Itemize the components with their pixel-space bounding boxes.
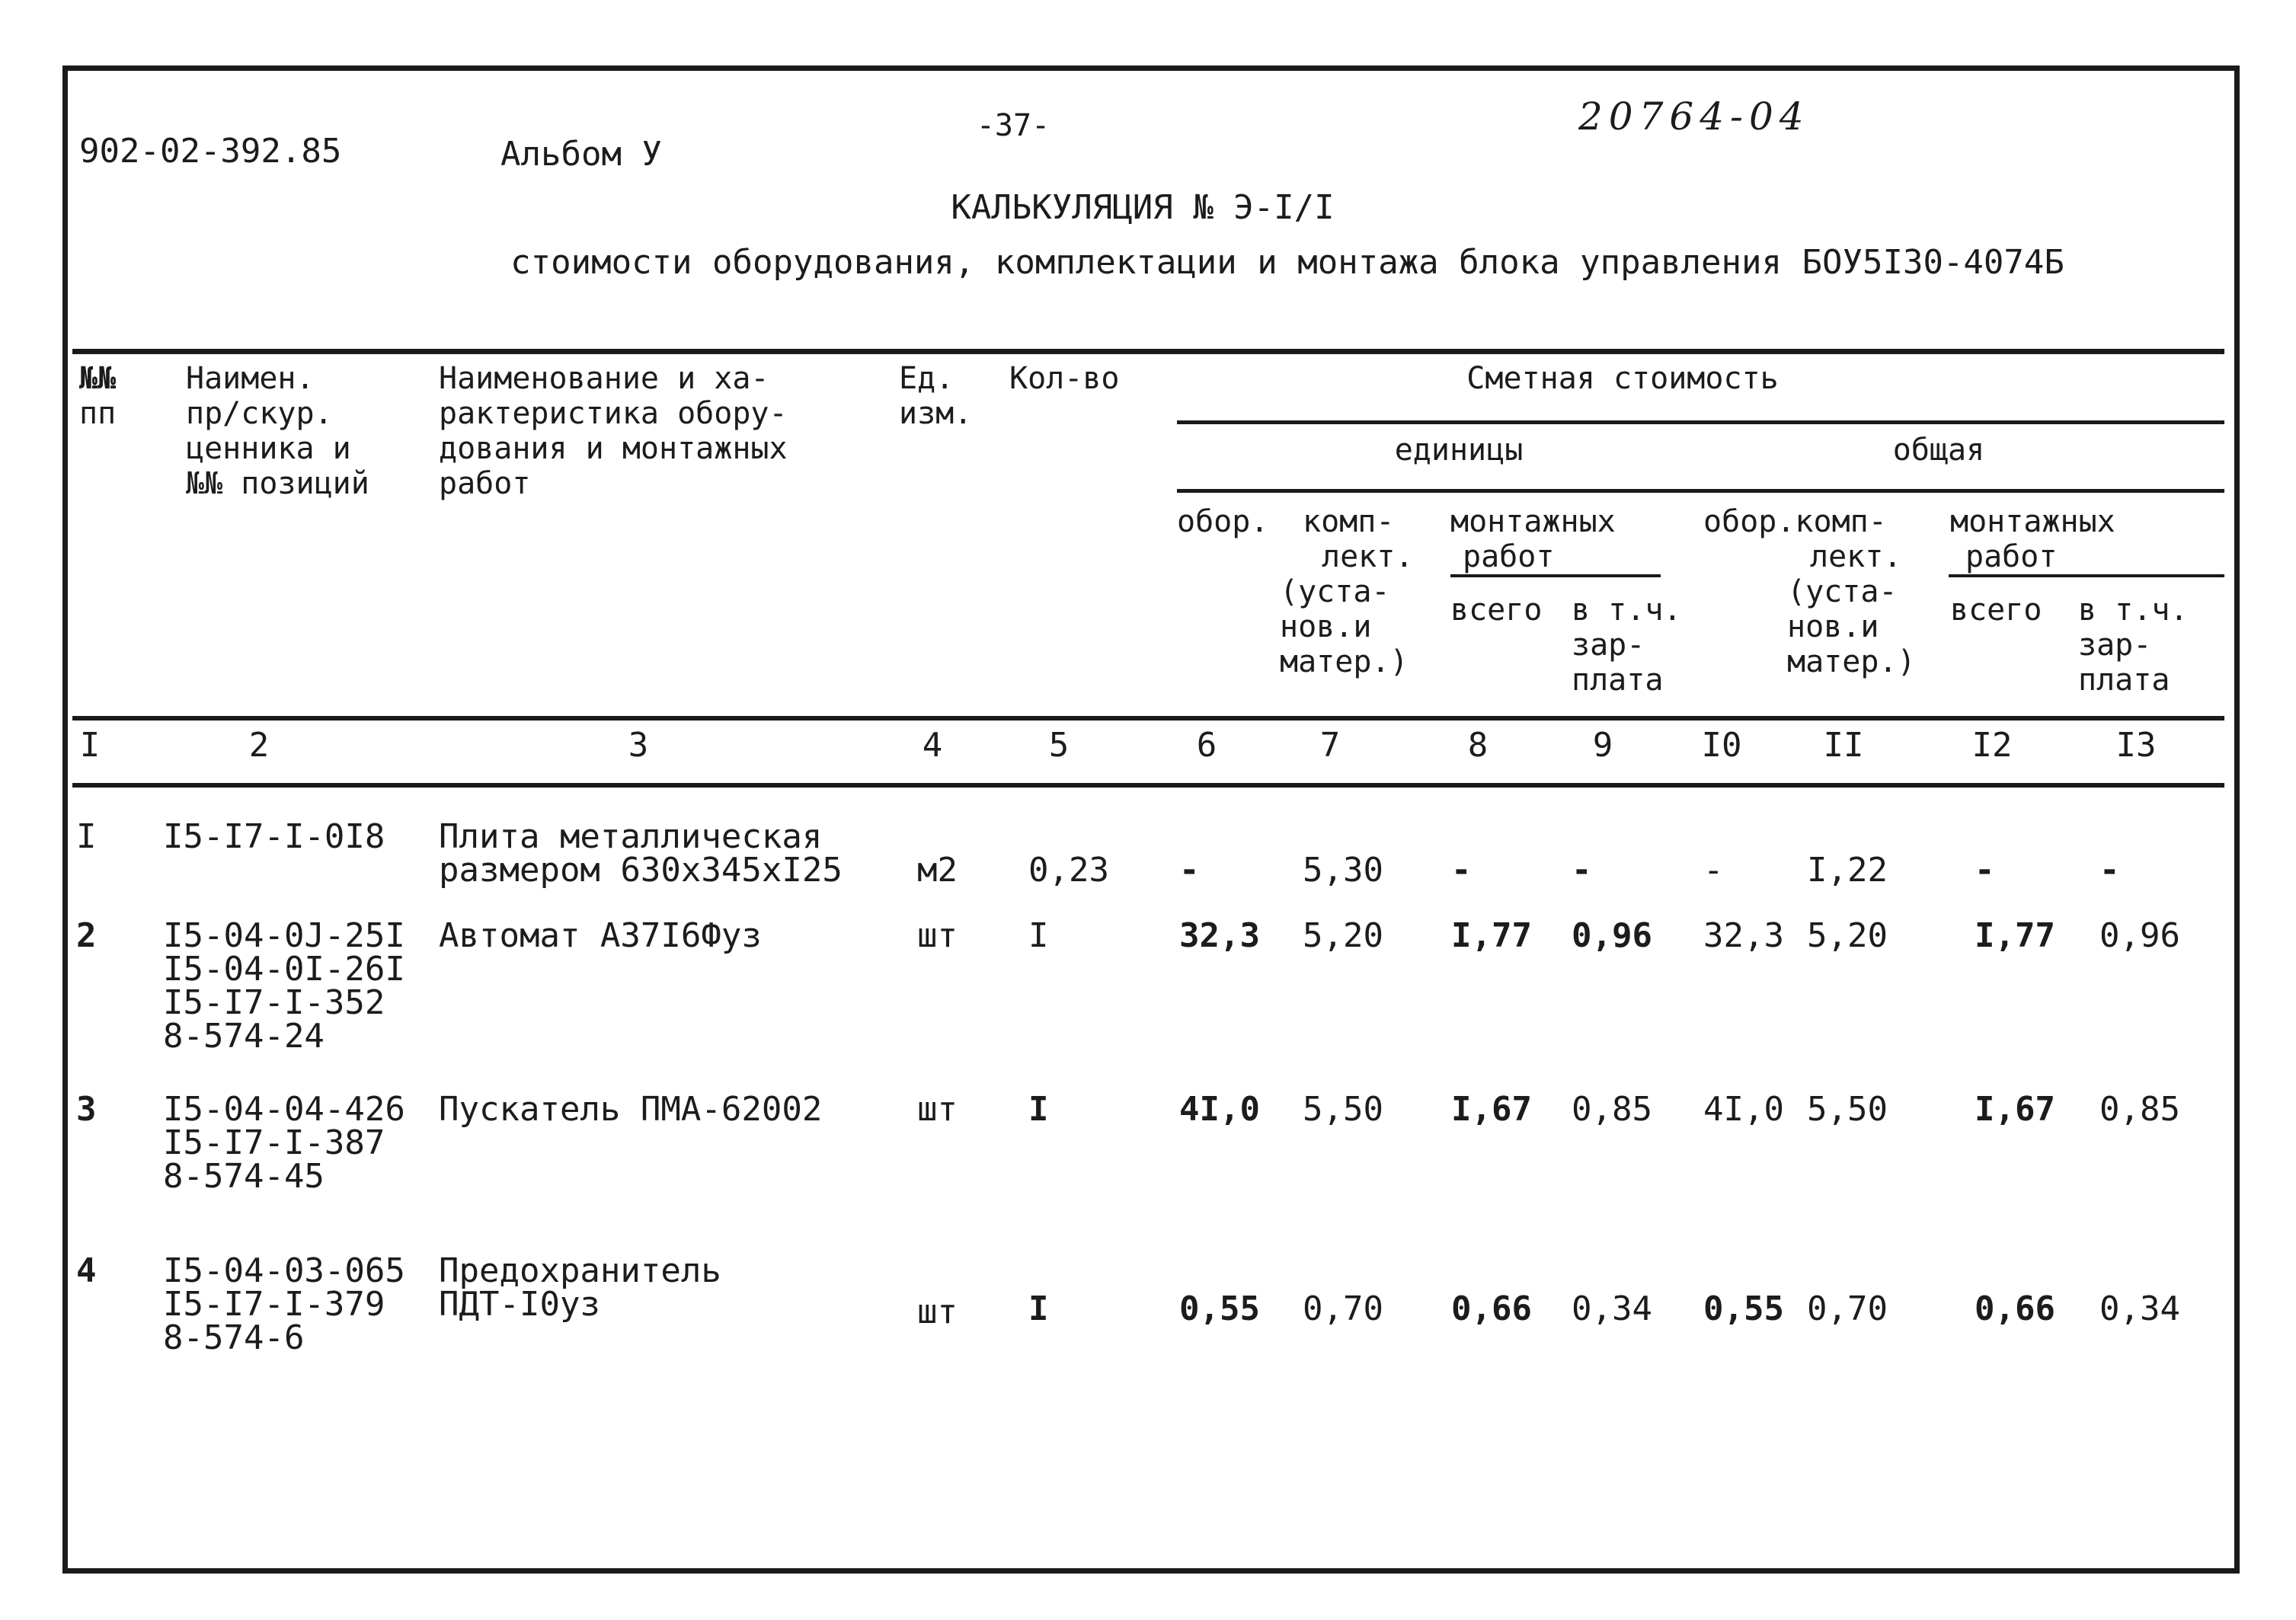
subgroup-rule bbox=[1177, 489, 2224, 493]
row-number: 4 bbox=[76, 1251, 97, 1290]
column-number: 8 bbox=[1467, 726, 1489, 765]
row-qty: 0,23 bbox=[1028, 851, 1109, 890]
row-code: I5-I7-I-379 bbox=[163, 1285, 385, 1324]
row-name: ПДТ-I0уз bbox=[439, 1285, 600, 1324]
row-value: 32,3 bbox=[1179, 916, 1260, 955]
row-value: 5,50 bbox=[1807, 1090, 1888, 1129]
row-name: Пускатель ПМА-62002 bbox=[439, 1090, 823, 1129]
column-number: 7 bbox=[1319, 726, 1341, 765]
row-code: I5-04-03-065 bbox=[163, 1251, 405, 1290]
column-number: 6 bbox=[1196, 726, 1217, 765]
row-value: 4I,0 bbox=[1703, 1090, 1784, 1129]
row-qty: I bbox=[1028, 1289, 1049, 1328]
row-value: 0,96 bbox=[2099, 916, 2180, 955]
row-qty: I bbox=[1028, 1090, 1049, 1129]
row-value: 0,85 bbox=[1572, 1090, 1652, 1129]
row-code: 8-574-24 bbox=[163, 1017, 325, 1056]
handwritten-number: 20764-04 bbox=[1578, 94, 1810, 139]
row-value: 0,96 bbox=[1572, 916, 1652, 955]
column-number: 4 bbox=[922, 726, 943, 765]
row-value: 32,3 bbox=[1703, 916, 1784, 955]
page-number: -37- bbox=[976, 108, 1050, 143]
row-unit: шт bbox=[917, 1292, 958, 1331]
row-number: I bbox=[76, 817, 97, 856]
row-value: 0,70 bbox=[1807, 1289, 1888, 1328]
column-number: I0 bbox=[1701, 726, 1742, 765]
row-code: I5-I7-I-352 bbox=[163, 983, 385, 1022]
header-unit-vsego: всего bbox=[1450, 593, 1543, 628]
document-code: 902-02-392.85 bbox=[79, 132, 342, 171]
row-value: 0,70 bbox=[1303, 1289, 1383, 1328]
row-number: 3 bbox=[76, 1090, 97, 1129]
row-value: I,77 bbox=[1975, 916, 2055, 955]
row-code: I5-04-04-426 bbox=[163, 1090, 405, 1129]
row-value: I,22 bbox=[1807, 851, 1888, 890]
row-name: Плита металлическая bbox=[439, 817, 823, 856]
row-code: I5-I7-I-387 bbox=[163, 1123, 385, 1162]
row-value: 4I,0 bbox=[1179, 1090, 1260, 1129]
row-value: 0,55 bbox=[1703, 1289, 1784, 1328]
row-value: - bbox=[1703, 851, 1724, 890]
column-number: 5 bbox=[1048, 726, 1070, 765]
row-value: 5,30 bbox=[1303, 851, 1383, 890]
row-value: 0,55 bbox=[1179, 1289, 1260, 1328]
header-group-estimate: Сметная стоимость bbox=[1466, 361, 1779, 396]
row-unit: шт bbox=[917, 916, 958, 955]
header-col-qty: Кол-во bbox=[1009, 361, 1120, 396]
row-value: I,77 bbox=[1451, 916, 1532, 955]
table-top-rule bbox=[72, 349, 2224, 354]
document-subtitle: стоимости оборудования, комплектации и монтажа блока управления БОУ5I30-4074Б bbox=[510, 243, 2064, 282]
column-number: 3 bbox=[628, 726, 649, 765]
page-frame bbox=[62, 66, 2240, 1574]
row-value: I,67 bbox=[1975, 1090, 2055, 1129]
row-value: 0,34 bbox=[2099, 1289, 2180, 1328]
row-value: I,67 bbox=[1451, 1090, 1532, 1129]
row-number: 2 bbox=[76, 916, 97, 955]
row-unit: м2 bbox=[917, 851, 958, 890]
colnum-bottom-rule bbox=[72, 783, 2224, 788]
header-unit: единицы bbox=[1394, 433, 1524, 468]
row-code: 8-574-45 bbox=[163, 1157, 325, 1196]
column-number: 9 bbox=[1592, 726, 1613, 765]
row-name: размером 630х345хI25 bbox=[439, 851, 843, 890]
row-value: 5,20 bbox=[1807, 916, 1888, 955]
row-name: Предохранитель bbox=[439, 1251, 721, 1290]
row-qty: I bbox=[1028, 916, 1049, 955]
row-unit: шт bbox=[917, 1090, 958, 1129]
row-name: Автомат А37I6Фуз bbox=[439, 916, 762, 955]
document-title: КАЛЬКУЛЯЦИЯ № Э-I/I bbox=[951, 188, 1335, 227]
column-number: II bbox=[1823, 726, 1864, 765]
row-code: 8-574-6 bbox=[163, 1318, 305, 1357]
column-number: I3 bbox=[2115, 726, 2157, 765]
row-value: 0,66 bbox=[1451, 1289, 1532, 1328]
header-total: общая bbox=[1892, 433, 1985, 468]
row-value: 5,50 bbox=[1303, 1090, 1383, 1129]
row-code: I5-I7-I-0I8 bbox=[163, 817, 385, 856]
header-total-vsego: всего bbox=[1950, 593, 2042, 628]
column-number: I2 bbox=[1971, 726, 2013, 765]
album-label: Альбом У bbox=[500, 135, 662, 174]
montazh-total-rule bbox=[1949, 574, 2224, 577]
row-value: 0,66 bbox=[1975, 1289, 2055, 1328]
column-number: I bbox=[79, 726, 101, 765]
group-rule bbox=[1177, 420, 2224, 424]
montazh-unit-rule bbox=[1450, 574, 1661, 577]
row-value: 0,85 bbox=[2099, 1090, 2180, 1129]
row-value: - bbox=[2099, 851, 2120, 890]
row-code: I5-04-0J-25I bbox=[163, 916, 405, 955]
header-unit-obor: обор. bbox=[1177, 504, 1269, 539]
row-value: - bbox=[1975, 851, 1995, 890]
header-bottom-rule bbox=[72, 716, 2224, 721]
header-total-obor-kompl: обор.комп- bbox=[1703, 504, 1887, 539]
column-number: 2 bbox=[248, 726, 270, 765]
row-value: 0,34 bbox=[1572, 1289, 1652, 1328]
row-value: - bbox=[1572, 851, 1592, 890]
row-value: - bbox=[1179, 851, 1200, 890]
row-code: I5-04-0I-26I bbox=[163, 950, 405, 989]
row-value: - bbox=[1451, 851, 1472, 890]
row-value: 5,20 bbox=[1303, 916, 1383, 955]
